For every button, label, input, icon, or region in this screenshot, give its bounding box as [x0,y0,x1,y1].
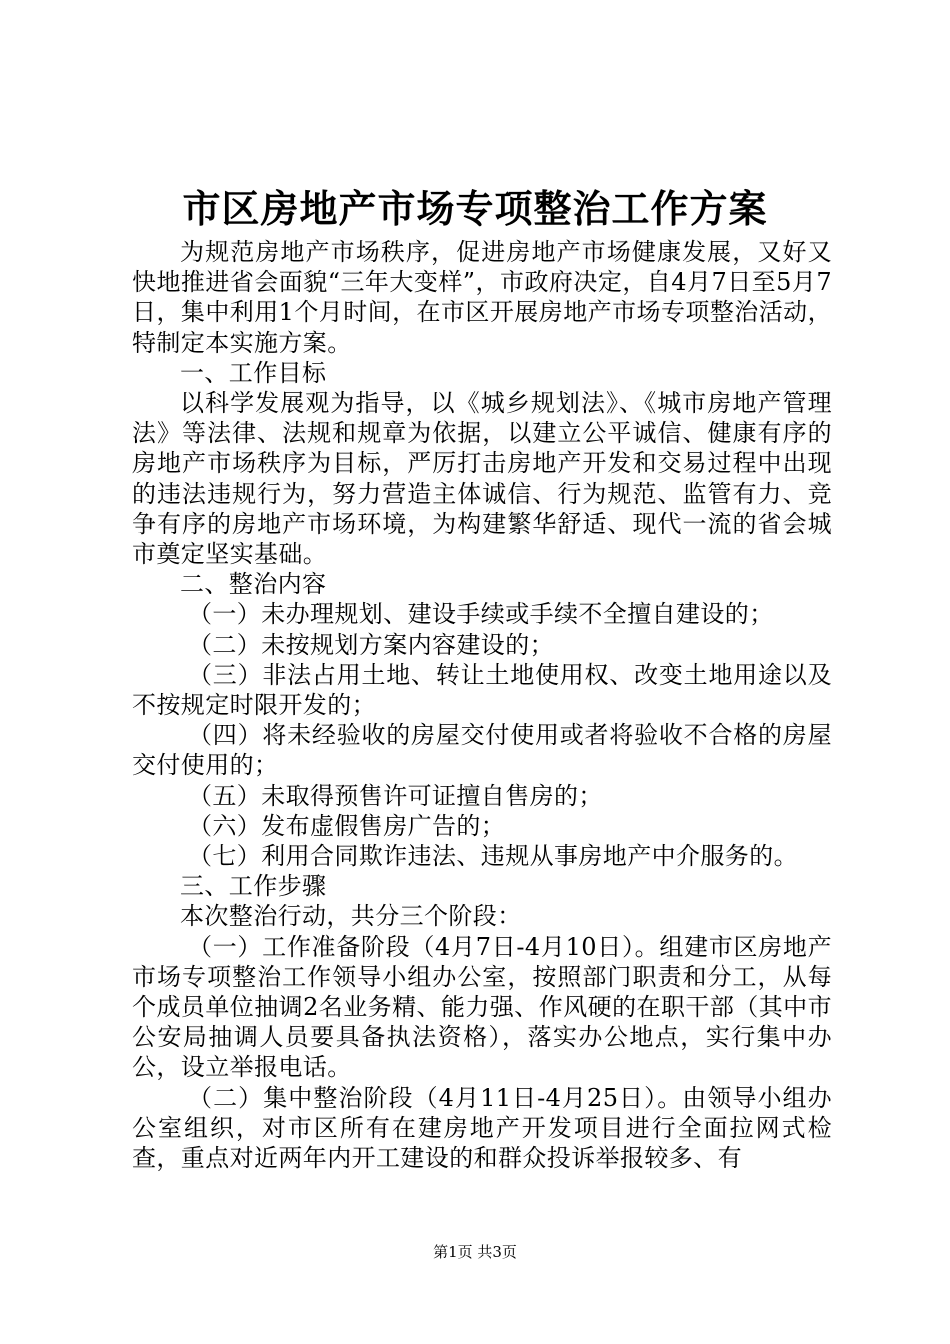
section-heading-goal: 一、工作目标 [180,358,327,387]
content-item-1: （一）未办理规划、建设手续或手续不全擅自建设的； [188,600,774,629]
goal-paragraph: 以科学发展观为指导，以《城乡规划法》、《城市房地产管理法》等法律、法规和规章为依据，以建立公平诚信、健康有序的房地产市场秩序为目标，严厉打击房地产开发和交易过程中出现的违法违规行为，努力营造主体诚信、行为规范、监管有力、竞争有序的房地产市场环境，为构建繁华舒适、现代一流的省会城市奠定坚实基础。 [132,389,832,569]
section-heading-content: 二、整治内容 [180,570,327,599]
step-item-1: （一）工作准备阶段（4月7日-4月10日）。组建市区房地产市场专项整治工作领导小组办公室，按照部门职责和分工，从每个成员单位抽调2名业务精、能力强、作风硬的在职干部（其中市公安局抽调人员要具备执法资格），落实办公地点，实行集中办公，设立举报电话。 [132,932,832,1082]
content-item-2: （二）未按规划方案内容建设的； [188,630,554,659]
content-item-4: （四）将未经验收的房屋交付使用或者将验收不合格的房屋交付使用的； [132,721,832,780]
content-item-6: （六）发布虚假售房广告的； [188,811,506,840]
document-title: 市区房地产市场专项整治工作方案 [182,187,768,231]
page-footer: 第1页 共3页 [433,1243,517,1261]
content-item-5: （五）未取得预售许可证擅自售房的； [188,781,603,810]
section-heading-steps: 三、工作步骤 [180,872,327,901]
step-item-2: （二）集中整治阶段（4月11日-4月25日）。由领导小组办公室组织，对市区所有在建房地产开发项目进行全面拉网式检查，重点对近两年内开工建设的和群众投诉举报较多、有 [132,1083,832,1173]
content-item-7: （七）利用合同欺诈违法、违规从事房地产中介服务的。 [188,842,798,871]
document-body [132,237,832,1173]
intro-paragraph: 为规范房地产市场秩序，促进房地产市场健康发展，又好又快地推进省会面貌“三年大变样”，市政府决定，自4月7日至5月7日，集中利用1个月时间，在市区开展房地产市场专项整治活动，特制定本实施方案。 [132,238,832,357]
steps-intro: 本次整治行动，共分三个阶段： [180,902,522,931]
content-item-3: （三）非法占用土地、转让土地使用权、改变土地用途以及不按规定时限开发的； [132,660,832,720]
